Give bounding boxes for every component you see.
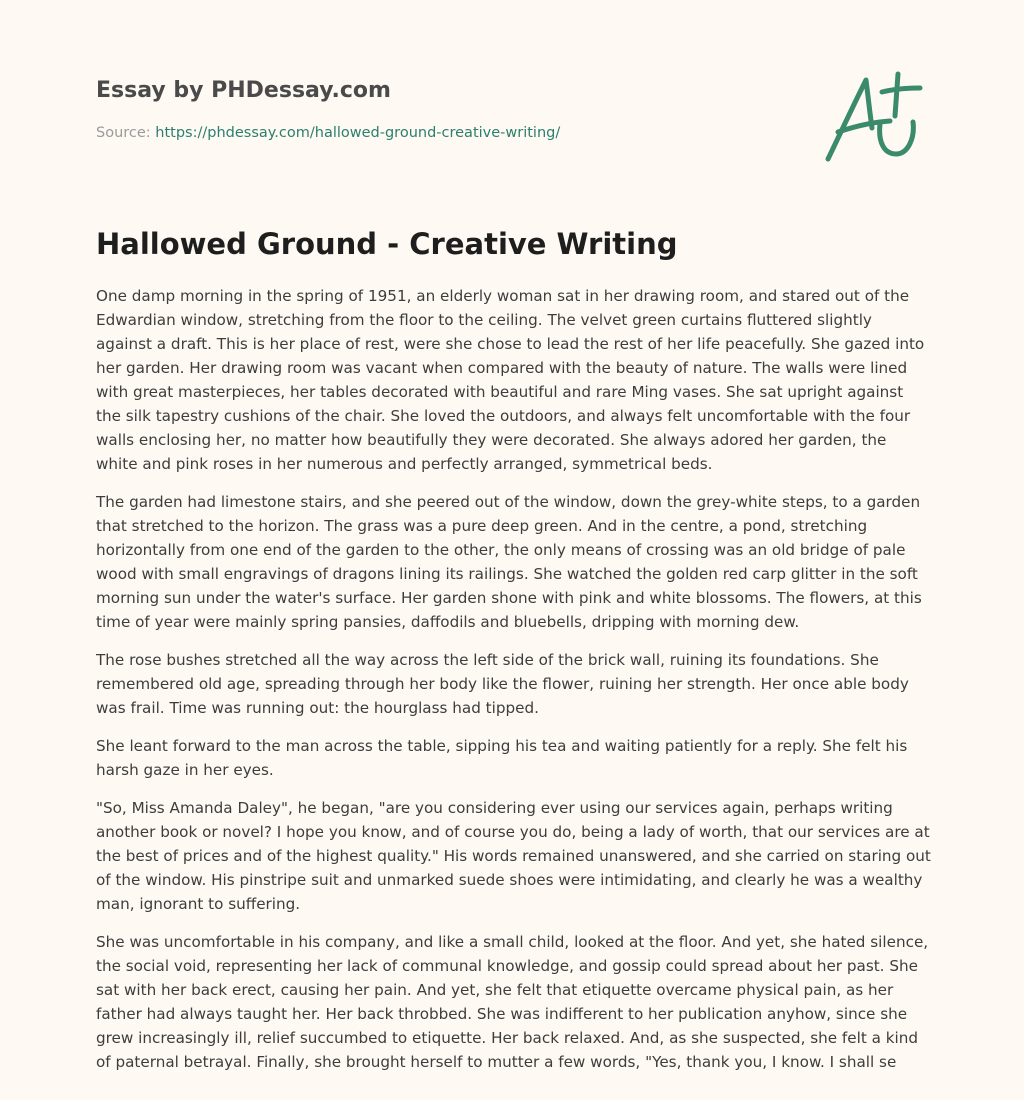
- site-title: Essay by PHDessay.com: [96, 78, 391, 103]
- essay-title: Hallowed Ground - Creative Writing: [96, 227, 678, 261]
- essay-paragraph: She was uncomfortable in his company, and like a small child, looked at the floor. And yet, she hated silence, the social void, representing her lack of communal knowledge, and gossip could spread about her past. She sat with her back erect, causing her pain. And yet, she felt that etiquette overcame physical pain, as her father had always taught her. Her back throbbed. She was indifferent to her publication anyhow, since she grew increasingly ill, relief succumbed to etiquette. Her back relaxed. And, as she suspected, she felt a kind of paternal betrayal. Finally, she brought herself to mutter a few words, "Yes, thank you, I know. I shall se: [96, 933, 929, 1071]
- essay-paragraph: She leant forward to the man across the table, sipping his tea and waiting patiently for a reply. She felt his harsh gaze in her eyes.: [96, 737, 908, 779]
- essay-paragraph: "So, Miss Amanda Daley", he began, "are you considering ever using our services again, perhaps writing another book or novel? I hope you know, and of course you do, being a lady of worth, that our services are at the best of prices and of the highest quality." His words remained unanswered, and she carried on staring out of the window. His pinstripe suit and unmarked suede shoes were intimidating, and clearly he was a wealthy man, ignorant to suffering.: [96, 799, 931, 913]
- essay-body: [96, 284, 932, 1088]
- essay-paragraph: The garden had limestone stairs, and she peered out of the window, down the grey-white steps, to a garden that stretched to the horizon. The grass was a pure deep green. And in the centre, a pond, stretching horizontally from one end of the garden to the other, the only means of crossing was an old bridge of pale wood with small engravings of dragons lining its railings. She watched the golden red carp glitter in the soft morning sun under the water's surface. Her garden shone with pink and white blossoms. The flowers, at this time of year were mainly spring pansies, daffodils and bluebells, dripping with morning dew.: [96, 493, 922, 631]
- essay-paragraph: One damp morning in the spring of 1951, an elderly woman sat in her drawing room, and stared out of the Edwardian window, stretching from the floor to the ceiling. The velvet green curtains fluttered slightly against a draft. This is her place of rest, were she chose to lead the rest of her life peacefully. She gazed into her garden. Her drawing room was vacant when compared with the beauty of nature. The walls were lined with great masterpieces, her tables decorated with beautiful and rare Ming vases. She sat upright against the silk tapestry cushions of the chair. She loved the outdoors, and always felt uncomfortable with the four walls enclosing her, no matter how beautifully they were decorated. She always adored her garden, the white and pink roses in her numerous and perfectly arranged, symmetrical beds.: [96, 287, 925, 473]
- source-line: [96, 123, 560, 143]
- a-plus-grade-icon: [816, 66, 926, 166]
- essay-paragraph: The rose bushes stretched all the way across the left side of the brick wall, ruining its foundations. She remembered old age, spreading through her body like the flower, ruining her strength. Her once able body was frail. Time was running out: the hourglass had tipped.: [96, 651, 909, 717]
- source-label: Source:: [96, 125, 156, 141]
- source-link[interactable]: https://phdessay.com/hallowed-ground-creative-writing/: [155, 125, 561, 141]
